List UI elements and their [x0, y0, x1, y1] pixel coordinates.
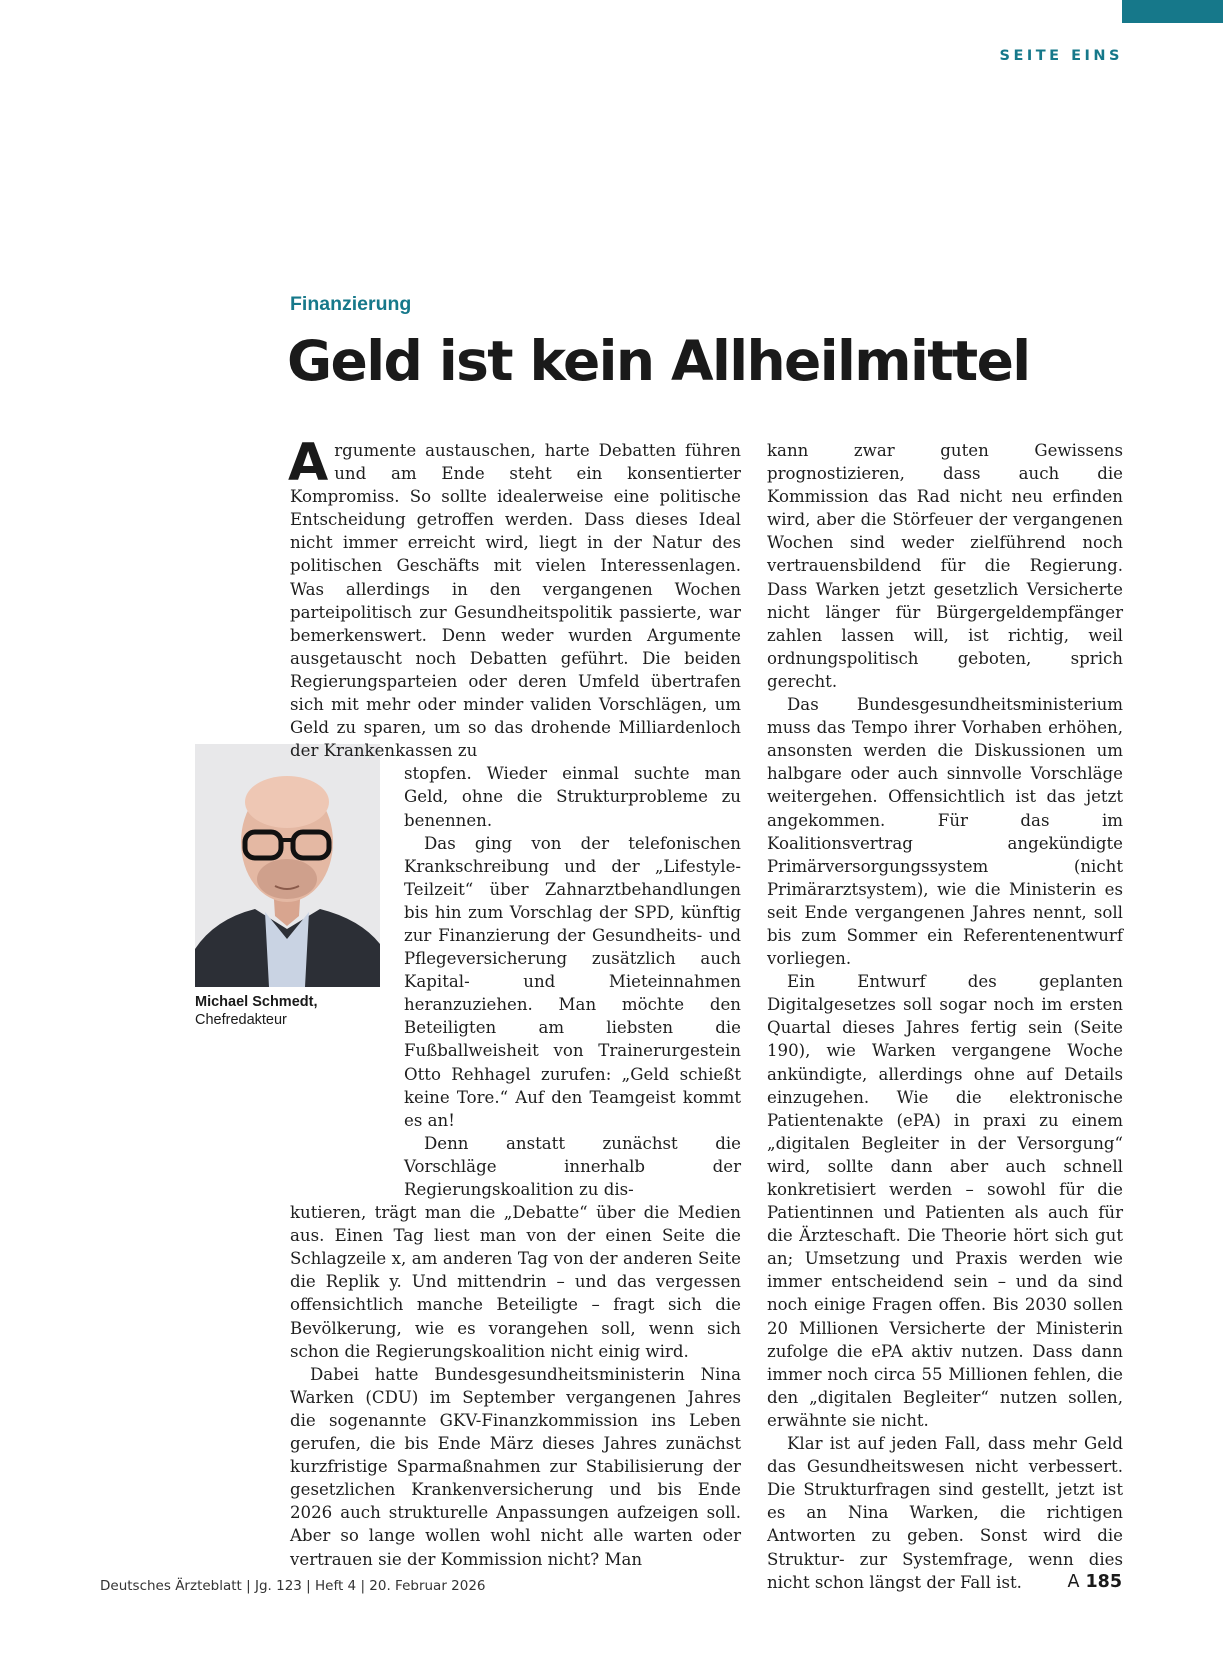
text-beside-photo [290, 762, 741, 1201]
paragraph: Ein Entwurf des geplanten Digitalgesetzes soll sogar noch im ersten Quartal dieses Jahres fertig sein (Seite 190), wie Warken vergangene Woche ankündigte, allerdings ohne auf Details einzugehen. Wie die elektronische Patientenakte (ePA) in praxi zu einem „digitalen Begleiter in der Versorgung“ wird, sollte dann aber auch schnell konkretisiert werden – sowohl für die Patientinnen und Patienten als auch für die Ärzteschaft. Die Theorie hört sich gut an; Umsetzung und Praxis werden wie immer entscheidend sein – und da sind noch einige Fragen offen. Bis 2030 sollen 20 Millionen Versicherte der Ministerin zufolge die ePA aktiv nutzen. Dass dann immer noch circa 55 Millionen fehlen, die den „digitalen Begleiter“ nutzen sollen, erwähnte sie nicht. [767, 972, 1123, 1430]
paragraph: kann zwar guten Gewissens prognostizieren, dass auch die Kommission das Rad nicht neu erfinden wird, aber die Störfeuer der vergangenen Wochen sind weder zielführend noch vertrauensbildend für die Regierung. Dass Warken jetzt gesetzlich Versicherte nicht länger für Bürgergeldempfänger zahlen lassen will, ist richtig, weil ordnungspolitisch geboten, sprich gerecht. [767, 441, 1123, 691]
paragraph: Klar ist auf jeden Fall, dass mehr Geld das Gesundheitswesen nicht verbessert. Die Strukturfragen sind gestellt, jetzt ist es an Nina Warken, die richtigen Antworten zu geben. Sonst wird die Struktur- zur Systemfrage, wenn dies nicht schon längst der Fall ist. [767, 1434, 1123, 1592]
article-column-2 [767, 439, 1123, 1594]
section-label: SEITE EINS [999, 48, 1123, 64]
author-name: Michael Schmedt, [195, 994, 318, 1010]
paragraph-text: rgumente austauschen, harte Debatten führen und am Ende steht ein konsentierter Kompromiss. So sollte idealerweise eine politische Entscheidung getroffen werden. Dass dieses Ideal nicht immer erreicht wird, liegt in der Natur des politischen Geschäfts mit vielen Interessenlagen. Was allerdings in den vergangenen Wochen parteipolitisch zur Gesundheitspolitik passierte, war bemerkenswert. Denn weder wurden Argumente ausgetauscht noch Debatten geführt. Die beiden Regierungsparteien oder deren Umfeld übertrafen sich mit mehr oder minder validen Vorschlägen, um Geld zu sparen, um so das drohende Milliardenloch der Krankenkassen zu [290, 441, 741, 761]
paragraph [288, 433, 741, 762]
paragraph: kutieren, trägt man die „Debatte“ über die Medien aus. Einen Tag liest man von der einen Seite die Schlagzeile x, am anderen Tag von der anderen Seite die Replik y. Und mittendrin – und das vergessen offensichtlich manche Beteiligte – fragt sich die Bevölkerung, wie es vorangehen soll, wenn sich schon die Regierungskoalition nicht einig wird. [290, 1203, 741, 1361]
paragraph: Das Bundesgesundheitsministerium muss das Tempo ihrer Vorhaben erhöhen, ansonsten werden die Diskussionen um halbgare oder auch sinnvolle Vorschläge weitergehen. Offensichtlich ist das jetzt angekommen. Für das im Koalitionsvertrag angekündigte Primärversorgungssystem (nicht Primärarztsystem), wie die Ministerin es seit Ende vergangenen Jahres nennt, soll bis zum Sommer ein Referentenentwurf vorliegen. [767, 695, 1123, 969]
author-role: Chefredakteur [195, 1012, 287, 1028]
paragraph: Denn anstatt zunächst die Vorschläge innerhalb der Regierungskoalition zu dis- [404, 1133, 741, 1199]
article-kicker: Finanzierung [290, 293, 412, 315]
drop-cap: A [288, 433, 329, 493]
article-column-1 [288, 433, 741, 1571]
paragraph: Das ging von der telefonischen Krankschreibung und der „Lifestyle-Teilzeit“ über Zahnarztbehandlungen bis hin zum Vorschlag der SPD, künftig zur Finanzierung der Gesundheits- und Pflegeversicherung zusätzlich auch Kapital- und Mieteinnahmen heranzuziehen. Man möchte den Beteiligten am liebsten die Fußballweisheit von Trainerurgestein Otto Rehhagel zurufen: „Geld schießt keine Tore.“ Auf den Teamgeist kommt es an! [404, 833, 741, 1130]
paragraph: Dabei hatte Bundesgesundheitsministerin Nina Warken (CDU) im September vergangenen Jahres die sogenannte GKV-Finanzkommission ins Leben gerufen, die bis Ende März dieses Jahres zunächst kurzfristige Sparmaßnahmen zur Stabilisierung der gesetzlichen Krankenversicherung und bis Ende 2026 auch strukturelle Anpassungen aufzeigen soll. Aber so lange wollen wohl nicht alle warten oder vertrauen sie der Kommission nicht? Man [290, 1364, 741, 1569]
corner-accent-bar [1122, 0, 1223, 23]
footer-publication: Deutsches Ärzteblatt | Jg. 123 | Heft 4 | 20. Februar 2026 [100, 1578, 486, 1594]
paragraph: stopfen. Wieder einmal suchte man Geld, ohne die Strukturprobleme zu benennen. [404, 764, 741, 830]
article-headline: Geld ist kein Allheilmittel [287, 329, 1030, 393]
page-number: 185 [1085, 1572, 1122, 1592]
footer-page [1067, 1572, 1122, 1592]
page-prefix: A [1067, 1572, 1080, 1592]
